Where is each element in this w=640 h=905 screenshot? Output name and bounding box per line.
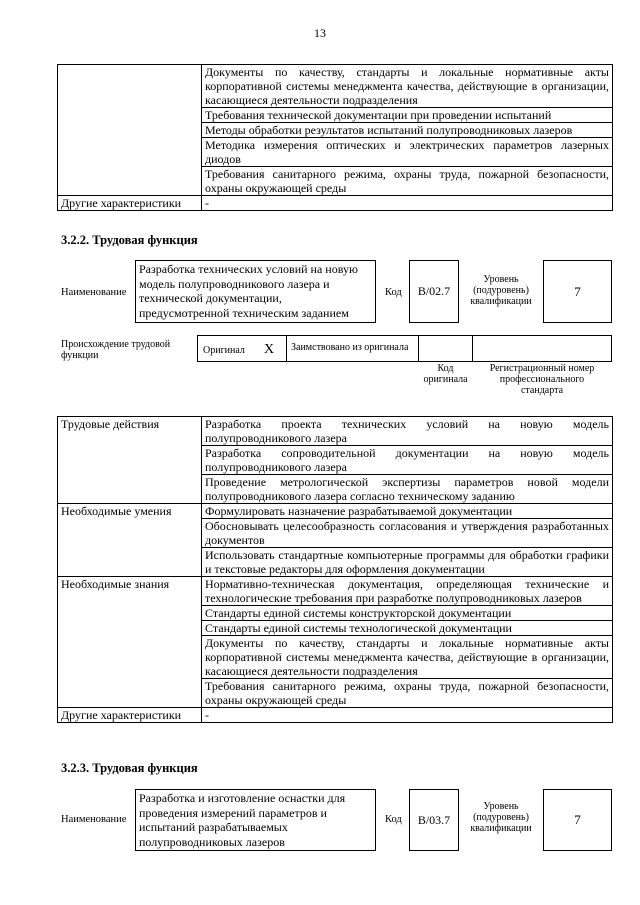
- row-item: Разработка проекта технических условий на новую модель полупроводникового лазера: [202, 417, 613, 446]
- row-item: Нормативно-техническая документация, определяющая технические и технологические требования при разработке полупроводниковых лазеров: [202, 577, 613, 606]
- code-box-323: [409, 789, 459, 851]
- row-item: -: [202, 196, 613, 211]
- qualification-level-box-323: [543, 789, 612, 851]
- original-mark: X: [264, 342, 275, 357]
- table-row: [58, 417, 613, 446]
- origin-code-cell: [418, 335, 473, 362]
- row-category: Трудовые действия: [58, 417, 202, 504]
- function-name-323: Разработка и изготовление оснастки для проведения измерений параметров и испытаний разрабатываемых полупроводниковых лазеров: [139, 791, 346, 849]
- row-category: Другие характеристики: [58, 196, 202, 211]
- section-heading-323: 3.2.3. Трудовая функция: [61, 761, 198, 775]
- table-row: [58, 504, 613, 519]
- original-label: Оригинал: [203, 345, 245, 356]
- qualification-level-label: Уровень (подуровень) квалификации: [470, 274, 532, 307]
- origin-code-caption: Код оригинала: [423, 363, 468, 385]
- qualification-level-value: 7: [574, 283, 581, 299]
- row-item: Требования санитарного режима, охраны труда, пожарной безопасности, охраны окружающей среды: [202, 679, 613, 708]
- borrowed-label: Заимствовано из оригинала: [291, 342, 409, 353]
- row-item: Стандарты единой системы технологической документации: [202, 621, 613, 636]
- row-item: Формулировать назначение разрабатываемой документации: [202, 504, 613, 519]
- labor-function-table: [57, 416, 613, 723]
- section-heading-322: 3.2.2. Трудовая функция: [61, 233, 198, 247]
- code-label: Код: [385, 287, 402, 298]
- function-name: Разработка технических условий на новую модель полупроводникового лазера и технической документации, предусмотренной техническим заданием: [139, 262, 358, 320]
- origin-label: Происхождение трудовой функции: [61, 339, 171, 361]
- row-item: Документы по качеству, стандарты и локальные нормативные акты корпоративной системы менеджмента качества, действующие в организации, касающиеся деятельности подразделения: [202, 636, 613, 679]
- row-item: Использовать стандартные компьютерные программы для обработки графики и текстовые редакторы для оформления документации: [202, 548, 613, 577]
- original-cell: [197, 335, 287, 362]
- row-item: Требования технической документации при проведении испытаний: [202, 108, 613, 123]
- row-category: Необходимые умения: [58, 504, 202, 577]
- row-item: Обосновывать целесообразность согласования и утверждения разработанных документов: [202, 519, 613, 548]
- name-label-323: Наименование: [61, 814, 127, 825]
- qualification-level-value-323: 7: [574, 812, 581, 827]
- row-category: [58, 65, 202, 196]
- row-item: Требования санитарного режима, охраны труда, пожарной безопасности, охраны окружающей среды: [202, 167, 613, 196]
- code-box: [409, 260, 459, 323]
- code-value-323: B/03.7: [417, 812, 451, 827]
- code-value: B/02.7: [417, 284, 451, 298]
- row-item: Разработка сопроводительной документации на новую модель полупроводникового лазера: [202, 446, 613, 475]
- code-label-323: Код: [385, 814, 402, 825]
- table-row: [58, 708, 613, 723]
- function-name-box: [135, 260, 376, 323]
- row-item: -: [202, 708, 613, 723]
- function-name-box-323: [135, 789, 376, 851]
- row-item: Методы обработки результатов испытаний полупроводниковых лазеров: [202, 123, 613, 138]
- row-item: Документы по качеству, стандарты и локальные нормативные акты корпоративной системы менеджмента качества, действующие в организации, касающиеся деятельности подразделения: [202, 65, 613, 108]
- row-item: Проведение метрологической экспертизы параметров новой модели полупроводникового лазера согласно техническому заданию: [202, 475, 613, 504]
- knowledge-table-continued: [57, 64, 613, 211]
- reg-number-cell: [472, 335, 612, 362]
- row-item: Методика измерения оптических и электрических параметров лазерных диодов: [202, 138, 613, 167]
- row-category: Необходимые знания: [58, 577, 202, 708]
- borrowed-cell: [286, 335, 419, 362]
- table-row: [58, 65, 613, 108]
- reg-number-caption: Регистрационный номер профессионального стандарта: [489, 363, 595, 396]
- qualification-level-box: [543, 260, 612, 323]
- table-row: [58, 577, 613, 606]
- name-label: Наименование: [61, 287, 127, 298]
- page-number: 13: [314, 26, 326, 40]
- qualification-level-label-323: Уровень (подуровень) квалификации: [470, 801, 532, 834]
- table-row: [58, 196, 613, 211]
- row-item: Стандарты единой системы конструкторской документации: [202, 606, 613, 621]
- row-category: Другие характеристики: [58, 708, 202, 723]
